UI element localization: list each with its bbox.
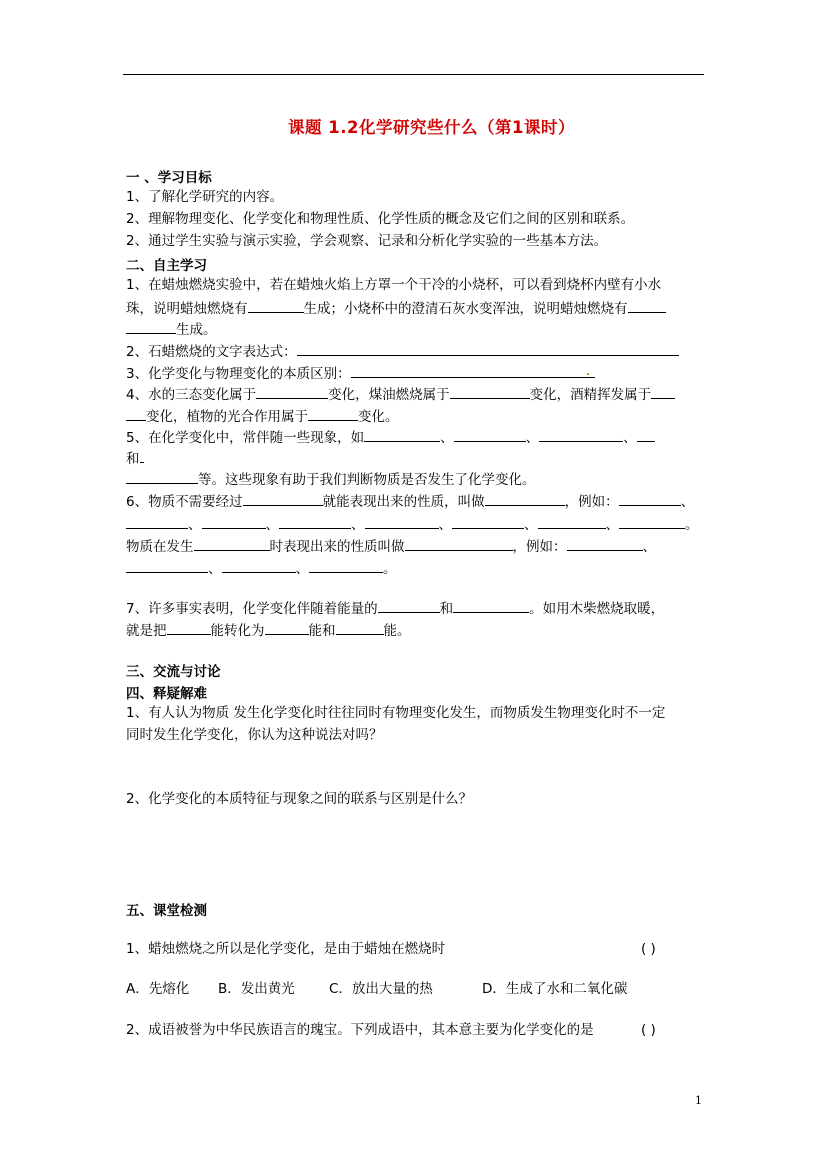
q4-text-c: 变化，酒精挥发属于: [529, 387, 652, 403]
answer-blank[interactable]: [651, 384, 675, 399]
separator: 、: [208, 561, 222, 577]
option-c[interactable]: C．放出大量的热: [329, 981, 433, 997]
separator: 、: [351, 517, 365, 533]
q4-text-d: 变化，植物的光合作用属于: [146, 409, 308, 425]
page-number: 1: [695, 1094, 702, 1107]
objective-3: 2、通过学生实验与演示实验，学会观察、记录和分析化学实验的一些基本方法。: [126, 233, 608, 249]
separator: 、: [524, 517, 538, 533]
s5-q2: 2、成语被誉为中华民族语言的瑰宝。下列成语中，其本意主要为化学变化的是: [126, 1022, 594, 1038]
q7-text-c: 。如用木柴燃烧取暖，: [529, 601, 665, 617]
answer-blank[interactable]: [637, 427, 655, 442]
q6-line-4: [126, 558, 397, 578]
q4-line-1: [126, 384, 675, 404]
answer-blank[interactable]: [279, 514, 351, 529]
option-d[interactable]: D．生成了水和二氧化碳: [482, 981, 628, 997]
answer-blank[interactable]: [126, 406, 146, 421]
q2-text: 2、石蜡燃烧的文字表达式：: [126, 344, 297, 360]
q7-line-2: [126, 620, 411, 640]
answer-blank[interactable]: [194, 536, 270, 551]
q5-line-3: [126, 469, 536, 489]
q6-text-a: 6、物质不需要经过: [126, 494, 243, 510]
s5-q2-answer-paren[interactable]: ( ): [641, 1022, 656, 1038]
answer-blank[interactable]: [628, 298, 666, 313]
s5-q1-answer-paren[interactable]: ( ): [641, 941, 656, 957]
answer-blank[interactable]: [453, 598, 529, 613]
header-rule: [123, 74, 704, 75]
answer-blank[interactable]: [140, 448, 144, 463]
separator: 、: [623, 430, 637, 446]
q4-text-b: 变化，煤油燃烧属于: [328, 387, 450, 403]
section-3-heading: 三、交流与讨论: [126, 664, 221, 680]
stray-dot: [587, 373, 589, 375]
answer-blank[interactable]: [485, 491, 565, 506]
answer-blank[interactable]: [539, 427, 623, 442]
q3-line: [126, 363, 597, 383]
answer-blank[interactable]: [167, 620, 211, 635]
separator: 、: [188, 517, 202, 533]
answer-blank[interactable]: [309, 558, 383, 573]
q6-line-1: [126, 491, 694, 511]
period: 。: [685, 517, 699, 533]
separator: 、: [295, 561, 309, 577]
section-4-heading: 四、释疑解难: [126, 686, 207, 702]
answer-blank[interactable]: [619, 491, 681, 506]
answer-blank[interactable]: [405, 536, 513, 551]
q6-text-b: 就能表现出来的性质，叫做: [322, 494, 485, 510]
q6-text-f: ，例如：: [512, 539, 567, 555]
q6-text-e: 时表现出来的性质叫做: [269, 539, 405, 555]
s4-q2: 2、化学变化的本质特征与现象之间的联系与区别是什么？: [126, 791, 473, 807]
q7-text-f: 能和: [308, 623, 336, 639]
separator: 、: [525, 430, 540, 446]
answer-blank[interactable]: [265, 620, 309, 635]
answer-blank[interactable]: [126, 469, 198, 484]
answer-blank[interactable]: [538, 514, 606, 529]
q7-text-d: 就是把: [126, 623, 167, 639]
answer-blank[interactable]: [297, 341, 679, 356]
s4-q1-line-2: 同时发生化学变化，你认为这种说法对吗？: [126, 727, 383, 743]
answer-blank[interactable]: [126, 514, 188, 529]
answer-blank[interactable]: [454, 427, 526, 442]
s4-q1-line-1: 1、有人认为物质 发生化学变化时往往同时有物理变化发生，而物质发生物理变化时不一定: [126, 705, 666, 721]
answer-blank[interactable]: [222, 558, 296, 573]
q6-text-d: 物质在发生: [126, 539, 194, 555]
answer-blank[interactable]: [567, 536, 643, 551]
answer-blank[interactable]: [450, 384, 530, 399]
q2-line: [126, 341, 679, 361]
answer-blank[interactable]: [452, 514, 524, 529]
q4-text-a: 4、水的三态变化属于: [126, 387, 257, 403]
q7-text-a: 7、许多事实表明，化学变化伴随着能量的: [126, 601, 378, 617]
answer-blank[interactable]: [336, 620, 384, 635]
answer-blank[interactable]: [365, 514, 439, 529]
answer-blank[interactable]: [126, 319, 176, 334]
q4-text-e: 变化。: [358, 409, 399, 425]
q5-line-1: [126, 427, 655, 447]
section-5-heading: 五、课堂检测: [126, 903, 207, 919]
period: 。: [383, 561, 397, 577]
q6-line-3: [126, 536, 656, 556]
separator: 、: [642, 539, 656, 555]
section-2-heading: 二、自主学习: [126, 258, 207, 274]
q7-text-e: 能转化为: [210, 623, 265, 639]
option-a[interactable]: A．先熔化: [126, 981, 190, 997]
option-b[interactable]: B．发出黄光: [218, 981, 295, 997]
answer-blank[interactable]: [248, 298, 304, 313]
answer-blank[interactable]: [351, 363, 595, 378]
separator: 、: [605, 517, 619, 533]
q6-line-2: [126, 514, 699, 534]
answer-blank[interactable]: [126, 558, 208, 573]
q1-line-2: [126, 298, 666, 318]
q1-text-c: 生成。: [176, 322, 217, 338]
q6-text-c: ，例如：: [564, 494, 619, 510]
q7-text-g: 能。: [383, 623, 411, 639]
q7-line-1: [126, 598, 664, 618]
s5-q1: 1、蜡烛燃烧之所以是化学变化，是由于蜡烛在燃烧时: [126, 941, 446, 957]
q1-line-1: 1、在蜡烛燃烧实验中，若在蜡烛火焰上方罩一个干冷的小烧杯，可以看到烧杯内壁有小水: [126, 277, 662, 293]
separator: 、: [680, 494, 695, 510]
answer-blank[interactable]: [308, 406, 358, 421]
separator: 、: [265, 517, 279, 533]
separator: 、: [440, 430, 454, 446]
q3-text: 3、化学变化与物理变化的本质区别：: [126, 366, 351, 382]
answer-blank[interactable]: [378, 598, 440, 613]
q1-text-b: 生成；小烧杯中的澄清石灰水变浑浊，说明蜡烛燃烧有: [303, 301, 628, 317]
q1-text-a: 珠，说明蜡烛燃烧有: [126, 301, 248, 317]
objective-2: 2、理解物理变化、化学变化和物理性质、化学性质的概念及它们之间的区别和联系。: [126, 211, 635, 227]
separator: 、: [438, 517, 452, 533]
answer-blank[interactable]: [202, 514, 266, 529]
q1-line-3: [126, 319, 217, 339]
answer-blank[interactable]: [243, 491, 323, 506]
q7-text-b: 和: [439, 601, 454, 617]
q5-tail: 等。这些现象有助于我们判断物质是否发生了化学变化。: [198, 472, 536, 488]
q5-text-a: 5、在化学变化中，常伴随一些现象，如: [126, 430, 365, 446]
answer-blank[interactable]: [364, 427, 440, 442]
objective-1: 1、了解化学研究的内容。: [126, 189, 284, 205]
q5-and: 和: [126, 451, 140, 467]
answer-blank[interactable]: [256, 384, 328, 399]
section-1-heading: 一 、学习目标: [126, 170, 212, 186]
page-title: 课题 1.2化学研究些什么（第1课时）: [288, 118, 575, 137]
q5-line-2: [126, 448, 144, 468]
answer-blank[interactable]: [619, 514, 685, 529]
q4-line-2: [126, 406, 399, 426]
